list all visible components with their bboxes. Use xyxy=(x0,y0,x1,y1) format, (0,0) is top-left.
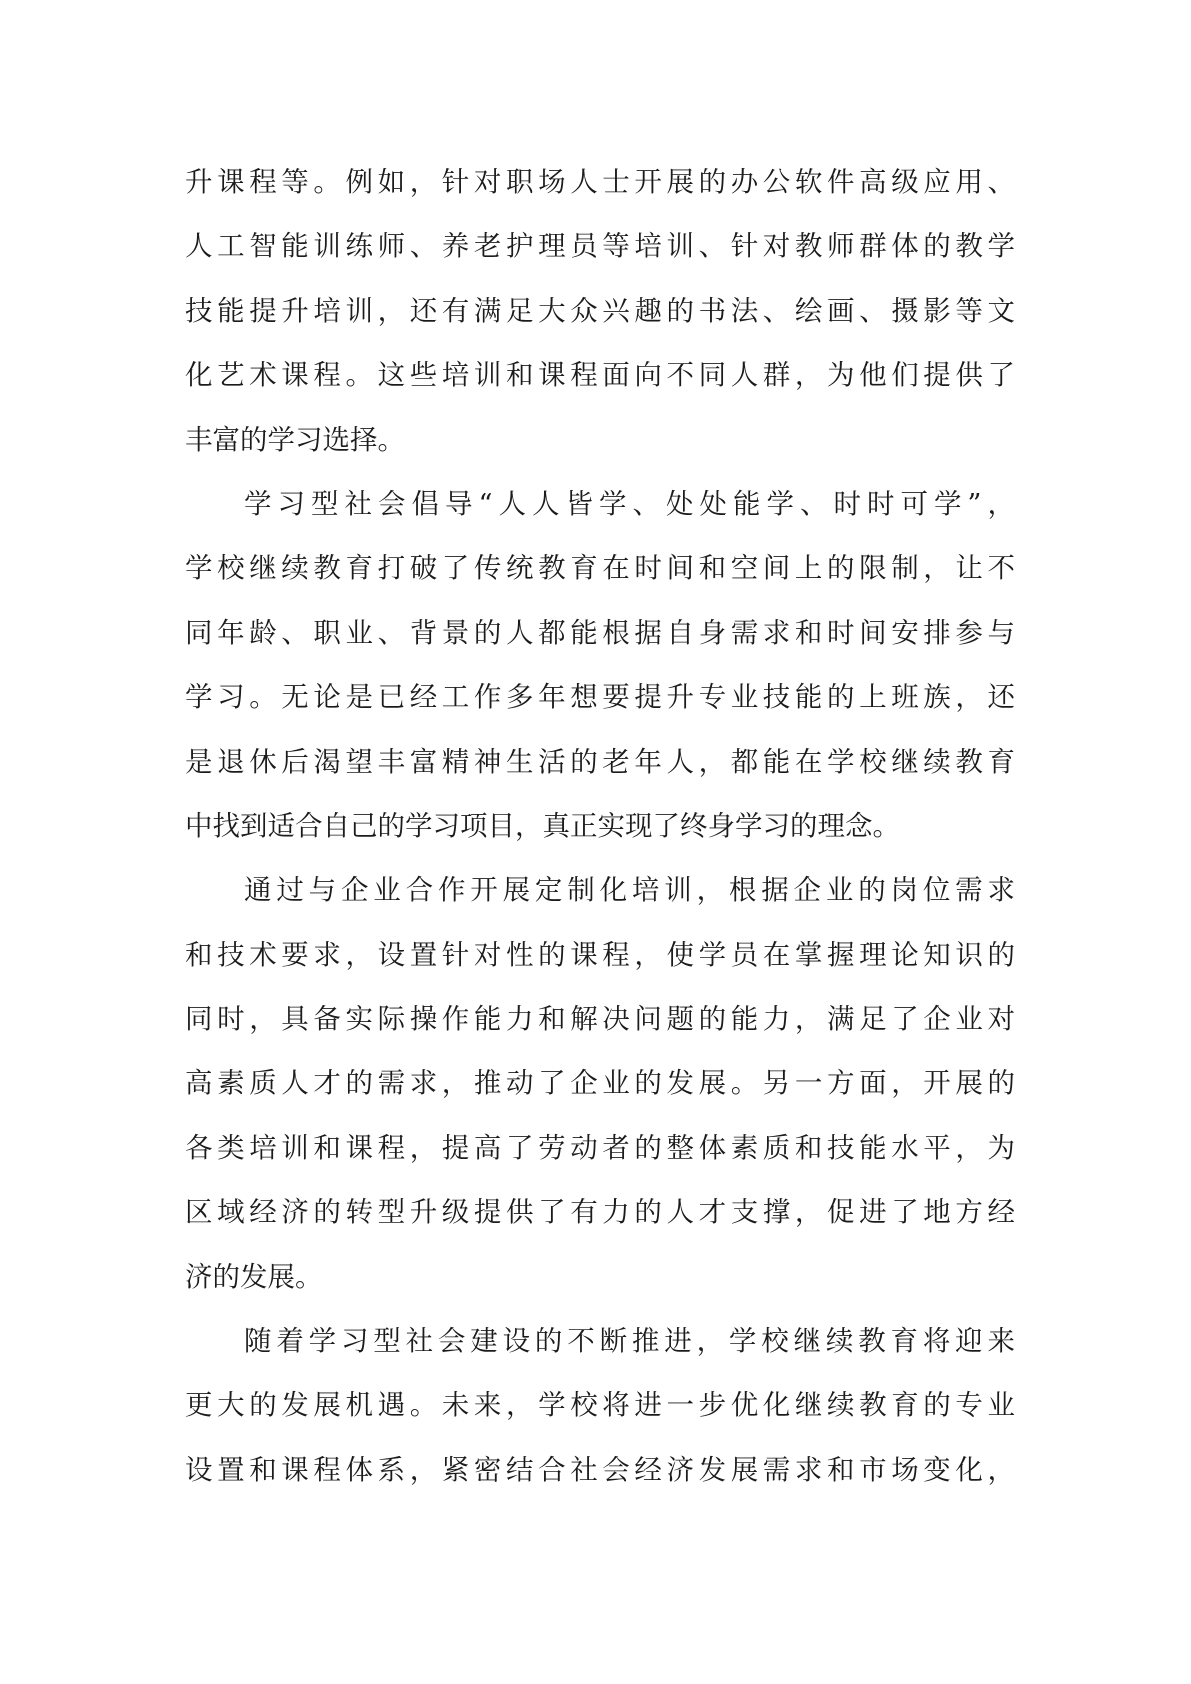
text-line: 通过与企业合作开展定制化培训，根据企业的岗位需求 xyxy=(244,874,1015,907)
text-line: 济的发展。 xyxy=(185,1260,323,1293)
text-line: 人工智能训练师、养老护理员等培训、针对教师群体的教学 xyxy=(185,230,1015,263)
text-line: 学习。无论是已经工作多年想要提升专业技能的上班族，还 xyxy=(185,681,1015,714)
paragraph-2 xyxy=(185,472,1015,858)
text-line: 是退休后渴望丰富精神生活的老年人，都能在学校继续教育 xyxy=(185,745,1015,778)
text-line: 更大的发展机遇。未来，学校将进一步优化继续教育的专业 xyxy=(185,1389,1015,1422)
paragraph-4 xyxy=(185,1309,1015,1502)
text-line: 区域经济的转型升级提供了有力的人才支撑，促进了地方经 xyxy=(185,1196,1015,1229)
paragraph-3 xyxy=(185,858,1015,1309)
text-line: 学习型社会倡导“人人皆学、处处能学、时时可学”， xyxy=(244,487,1015,520)
body-text xyxy=(185,150,1015,1502)
text-line: 同年龄、职业、背景的人都能根据自身需求和时间安排参与 xyxy=(185,616,1015,649)
paragraph-1 xyxy=(185,150,1015,472)
text-line: 随着学习型社会建设的不断推进，学校继续教育将迎来 xyxy=(244,1325,1015,1358)
text-line: 设置和课程体系，紧密结合社会经济发展需求和市场变化， xyxy=(185,1453,1015,1486)
text-line: 学校继续教育打破了传统教育在时间和空间上的限制，让不 xyxy=(185,552,1015,585)
text-line: 升课程等。例如，针对职场人士开展的办公软件高级应用、 xyxy=(185,166,1015,198)
text-line: 高素质人才的需求，推动了企业的发展。另一方面，开展的 xyxy=(185,1067,1015,1100)
text-line: 各类培训和课程，提高了劳动者的整体素质和技能水平，为 xyxy=(185,1131,1015,1164)
text-line: 技能提升培训，还有满足大众兴趣的书法、绘画、摄影等文 xyxy=(185,294,1015,327)
text-line: 中找到适合自己的学习项目，真正实现了终身学习的理念。 xyxy=(185,809,900,842)
text-line: 和技术要求，设置针对性的课程，使学员在掌握理论知识的 xyxy=(185,938,1015,971)
text-line: 化艺术课程。这些培训和课程面向不同人群，为他们提供了 xyxy=(185,359,1015,392)
text-line: 同时，具备实际操作能力和解决问题的能力，满足了企业对 xyxy=(185,1003,1015,1036)
text-line: 丰富的学习选择。 xyxy=(185,423,405,456)
